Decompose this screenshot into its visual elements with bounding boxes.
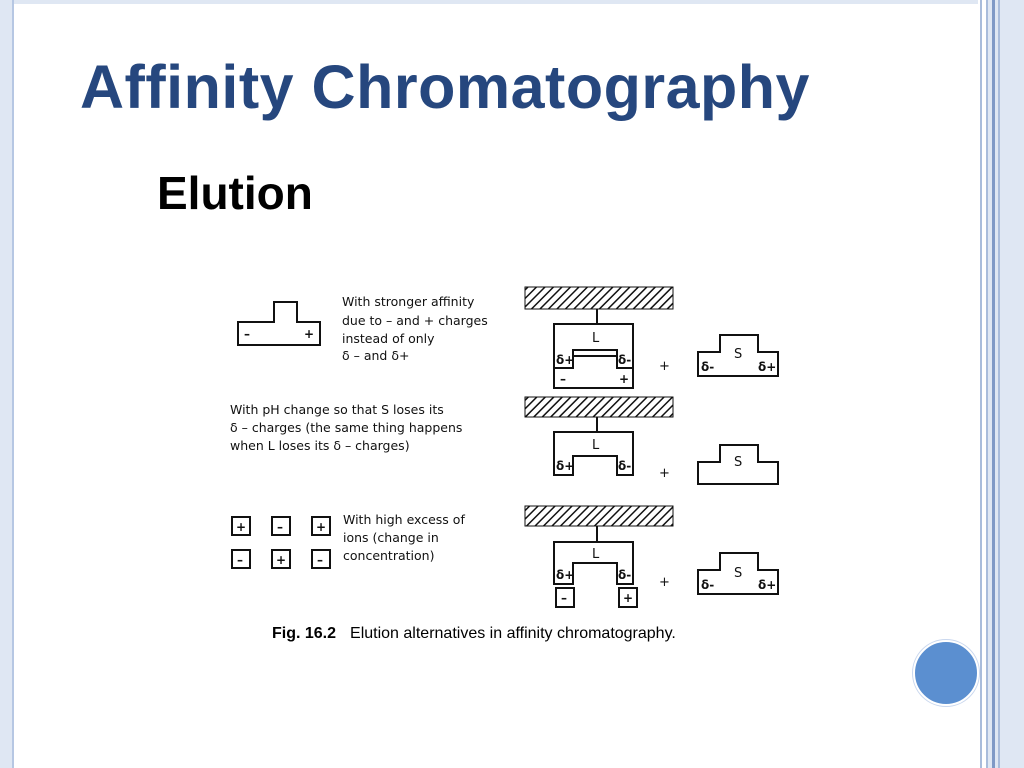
row2-substrate-label: S <box>734 455 743 470</box>
decorative-circle <box>913 640 979 706</box>
row1-text-line4: δ – and δ+ <box>342 348 410 363</box>
row1-bound-plus: + <box>619 372 630 386</box>
row1-substrate <box>698 335 778 376</box>
row1-plus-operator: + <box>659 359 670 374</box>
ion-top-1: + <box>236 520 247 534</box>
row1-minus-sign: – <box>244 327 250 341</box>
row3-text-line2: ions (change in <box>343 530 439 545</box>
ion-bottom-2: + <box>276 553 287 567</box>
slide-frame-top <box>12 0 978 4</box>
row3-substrate-label: S <box>734 566 743 581</box>
row3-column-matrix <box>525 506 673 607</box>
row3-ligand-delta-minus: δ- <box>618 568 632 582</box>
row1-bound-minus: – <box>560 372 566 386</box>
slide-frame-left <box>0 0 14 768</box>
row1-ligand-label: L <box>592 331 600 346</box>
row2-ligand-delta-plus: δ+ <box>556 459 575 473</box>
row1-text-line3: instead of only <box>342 331 435 346</box>
row3-substrate <box>698 553 778 594</box>
row3-free-minus-ion: – <box>561 591 567 605</box>
slide-title: Affinity Chromatography <box>80 53 810 121</box>
row3-substrate-delta-minus: δ- <box>701 578 715 592</box>
row1-free-ligand <box>238 302 320 345</box>
figure-caption <box>272 625 676 643</box>
row2-text-line3: when L loses its δ – charges) <box>230 438 410 453</box>
slide-frame-right <box>978 0 1024 768</box>
row1-substrate-delta-plus: δ+ <box>758 360 777 374</box>
row1-text-line1: With stronger affinity <box>342 294 475 309</box>
row3-ligand-delta-plus: δ+ <box>556 568 575 582</box>
row2-ligand-label: L <box>592 438 600 453</box>
figure-caption-text: Elution alternatives in affinity chromatography. <box>350 625 676 642</box>
ion-bottom-3: – <box>317 553 323 567</box>
row1-ligand-delta-minus: δ- <box>618 353 632 367</box>
row3-substrate-delta-plus: δ+ <box>758 578 777 592</box>
row1-substrate-delta-minus: δ- <box>701 360 715 374</box>
row1-column-matrix <box>525 287 673 388</box>
row2-ligand-delta-minus: δ- <box>618 459 632 473</box>
row1-plus-sign: + <box>304 327 315 341</box>
elution-diagram <box>220 280 790 650</box>
row2-text-line1: With pH change so that S loses its <box>230 402 444 417</box>
row2-plus-operator: + <box>659 466 670 481</box>
row3-ligand-label: L <box>592 547 600 562</box>
ion-bottom-1: – <box>237 553 243 567</box>
row3-ion-grid <box>232 517 330 568</box>
row2-text-line2: δ – charges (the same thing happens <box>230 420 463 435</box>
row3-text-line3: concentration) <box>343 548 435 563</box>
elution-figure <box>220 280 790 650</box>
figure-caption-label: Fig. 16.2 <box>272 625 337 642</box>
row3-free-plus-ion: + <box>623 591 634 605</box>
row2-column-matrix <box>525 397 673 475</box>
slide-subtitle: Elution <box>157 167 313 219</box>
row3-plus-operator: + <box>659 575 670 590</box>
row1-substrate-label: S <box>734 347 743 362</box>
ion-top-2: – <box>277 520 283 534</box>
row2-substrate <box>698 445 778 484</box>
row1-ligand-delta-plus: δ+ <box>556 353 575 367</box>
ion-top-3: + <box>316 520 327 534</box>
row1-text-line2: due to – and + charges <box>342 313 488 328</box>
row3-text-line1: With high excess of <box>343 512 465 527</box>
